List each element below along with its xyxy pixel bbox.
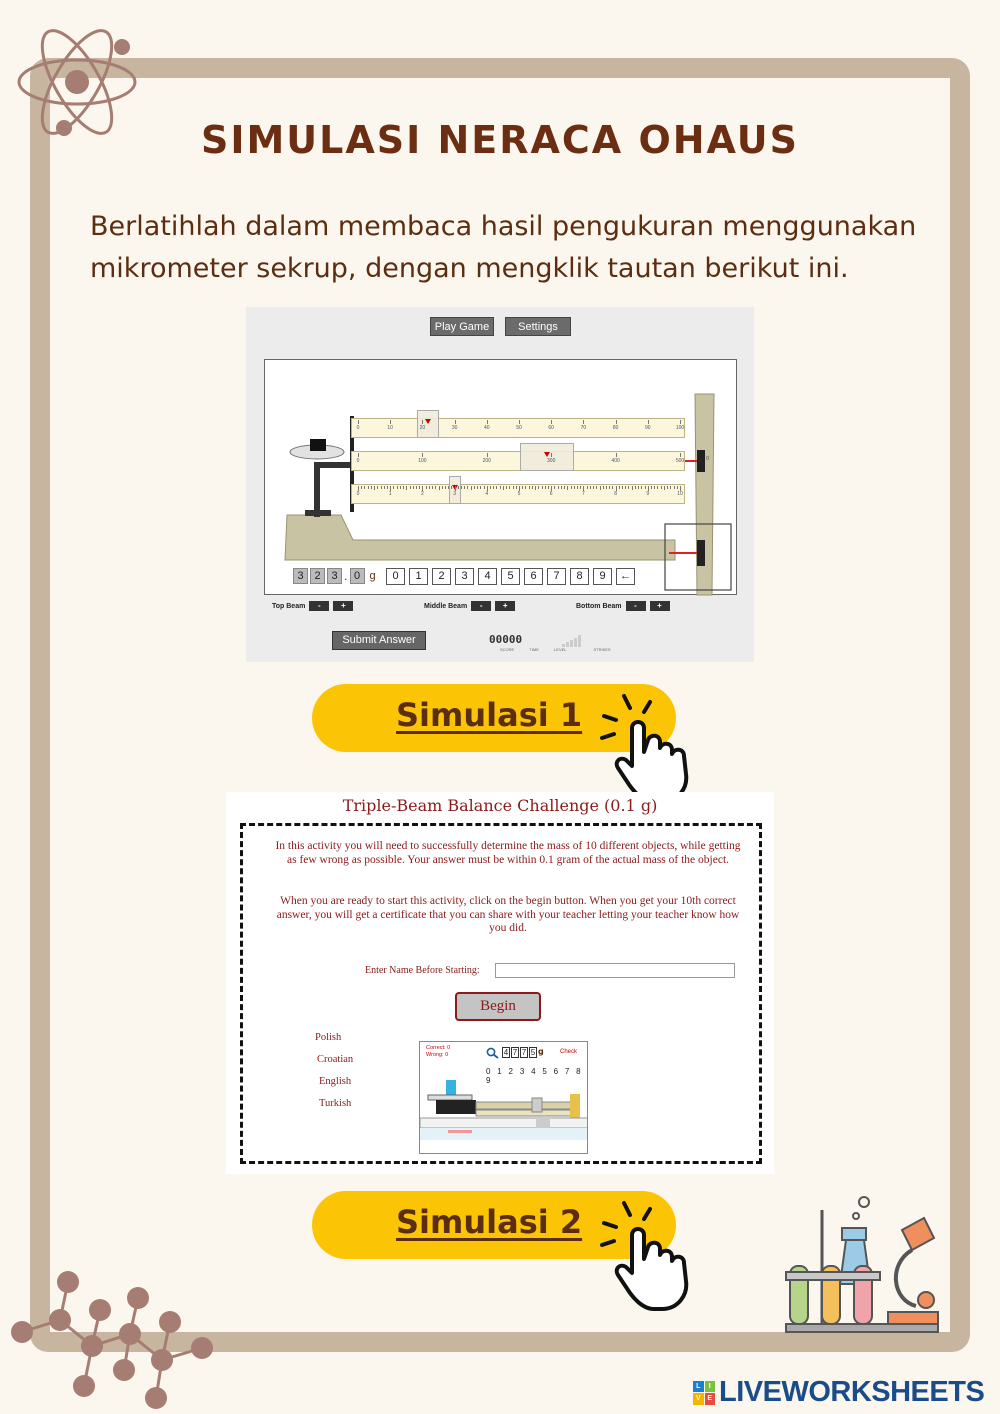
bottom-beam	[351, 484, 685, 504]
beam-minor-tick	[628, 486, 629, 489]
challenge-title: Triple-Beam Balance Challenge (0.1 g)	[342, 796, 658, 815]
beam-tick	[422, 420, 423, 424]
liveworksheets-logo	[693, 1376, 984, 1409]
beam-minor-tick	[612, 486, 613, 489]
beam-tick	[616, 420, 617, 424]
top-beam-plus-button[interactable]: +	[333, 601, 353, 611]
language-turkish[interactable]: Turkish	[319, 1098, 352, 1109]
beam-minor-tick	[603, 486, 604, 489]
beam-tick	[648, 420, 649, 424]
top-beam	[351, 418, 685, 438]
beam-minor-tick	[435, 486, 436, 489]
beam-minor-tick	[448, 486, 449, 489]
beam-minor-tick	[513, 486, 514, 489]
mini-correct: Correct: 0	[426, 1045, 451, 1051]
beam-tick	[358, 420, 359, 424]
beam-minor-tick	[397, 486, 398, 489]
beam-minor-tick	[509, 486, 510, 489]
beam-minor-tick	[474, 486, 475, 489]
beam-tick	[680, 420, 681, 424]
begin-button[interactable]: Begin	[455, 992, 541, 1021]
beam-minor-tick	[571, 486, 572, 489]
mini-digit: 7	[521, 1048, 527, 1057]
beam-tick-label: 300	[547, 458, 556, 464]
backspace-key[interactable]: ←	[616, 568, 635, 585]
simulasi-1-label[interactable]: Simulasi 1	[396, 696, 583, 734]
beam-tick	[616, 453, 617, 457]
beam-tick	[680, 486, 681, 490]
beam-minor-tick	[516, 486, 517, 489]
level-bars-icon	[562, 635, 584, 647]
beam-minor-tick	[374, 486, 375, 490]
beam-tick	[551, 486, 552, 490]
beam-tick	[390, 486, 391, 490]
beam-tick	[648, 486, 649, 490]
key-4[interactable]: 4	[478, 568, 497, 585]
beam-minor-tick	[619, 486, 620, 489]
beam-tick	[583, 420, 584, 424]
beam-tick	[616, 486, 617, 490]
beam-minor-tick	[493, 486, 494, 489]
beam-minor-tick	[387, 486, 388, 489]
key-3[interactable]: 3	[455, 568, 474, 585]
beam-minor-tick	[567, 486, 568, 490]
balance-body	[265, 360, 738, 596]
beam-tick-label: 1	[388, 491, 392, 497]
time-label: TIME	[529, 647, 539, 652]
beam-minor-tick	[664, 486, 665, 490]
key-0[interactable]: 0	[386, 568, 405, 585]
beam-minor-tick	[632, 486, 633, 490]
language-english[interactable]: English	[319, 1076, 352, 1087]
pointer-hand-icon	[596, 1197, 714, 1315]
score-display: 00000	[489, 633, 523, 646]
beam-tick	[358, 486, 359, 490]
settings-button[interactable]: Settings	[505, 317, 571, 336]
beam-minor-tick	[641, 486, 642, 489]
top-beam-rider[interactable]	[417, 410, 439, 438]
beam-tick	[422, 486, 423, 490]
beam-minor-tick	[548, 486, 549, 489]
beam-minor-tick	[674, 486, 675, 489]
beam-minor-tick	[525, 486, 526, 489]
beam-tick-label: 80	[612, 425, 619, 431]
mini-check-button: Check	[560, 1049, 578, 1055]
beam-minor-tick	[545, 486, 546, 489]
beam-minor-tick	[461, 486, 462, 489]
beam-minor-tick	[484, 486, 485, 489]
beam-minor-tick	[587, 486, 588, 489]
beam-minor-tick	[410, 486, 411, 489]
beam-minor-tick	[622, 486, 623, 489]
lab-equipment-icon	[784, 1188, 944, 1336]
readout-dot: .	[344, 569, 348, 583]
beam-tick	[422, 453, 423, 457]
beam-minor-tick	[574, 486, 575, 489]
beam-tick-label: 10	[387, 425, 393, 431]
simulasi-2-label[interactable]: Simulasi 2	[396, 1203, 583, 1241]
beam-minor-tick	[522, 486, 523, 489]
mini-wrong: Wrong: 0	[426, 1052, 449, 1058]
beam-minor-tick	[419, 486, 420, 489]
beam-minor-tick	[529, 486, 530, 489]
page-title: SIMULASI NERACA OHAUS	[200, 118, 800, 162]
beam-tick-label: 200	[482, 458, 491, 464]
beam-minor-tick	[558, 486, 559, 489]
middle-beam-plus-button[interactable]: +	[495, 601, 515, 611]
mini-score	[426, 1045, 450, 1059]
beam-tick-label: 4	[485, 491, 489, 497]
beam-minor-tick	[480, 486, 481, 489]
beam-tick-label: 100	[418, 458, 427, 464]
beam-minor-tick	[477, 486, 478, 489]
beam-minor-tick	[393, 486, 394, 489]
mini-digit: 5	[530, 1048, 536, 1057]
mini-digit: 4	[503, 1048, 509, 1057]
beam-minor-tick	[400, 486, 401, 489]
liveworksheets-icon: L I V E	[693, 1381, 715, 1405]
beam-minor-tick	[503, 486, 504, 490]
beam-minor-tick	[506, 486, 507, 489]
bottom-beam-plus-button[interactable]: +	[650, 601, 670, 611]
beam-minor-tick	[606, 486, 607, 489]
key-9[interactable]: 9	[593, 568, 612, 585]
middle-beam-label: Middle Beam	[424, 602, 468, 610]
beam-minor-tick	[432, 486, 433, 489]
challenge-start-info: When you are ready to start this activity, click on the begin button. When you get your 10th correct answer, you will get a certificate that you can share with your teacher letting your teacher know how you did.	[276, 895, 740, 934]
beam-tick	[487, 486, 488, 490]
readout-digit: 3	[327, 568, 342, 584]
beam-minor-tick	[580, 486, 581, 489]
beam-minor-tick	[368, 486, 369, 489]
beam-minor-tick	[677, 486, 678, 489]
keypad	[386, 568, 635, 585]
beam-tick-label: 30	[451, 425, 458, 431]
beam-minor-tick	[381, 486, 382, 489]
beam-tick	[487, 453, 488, 457]
top-beam-controls	[272, 601, 353, 611]
beam-minor-tick	[657, 486, 658, 489]
beam-tick-label: 8	[614, 491, 617, 497]
beam-minor-tick	[538, 486, 539, 489]
beam-minor-tick	[577, 486, 578, 489]
beam-tick-label: 6	[549, 491, 553, 497]
score-labels	[500, 647, 611, 652]
middle-beam-rider[interactable]	[520, 443, 574, 471]
beam-minor-tick	[361, 486, 362, 489]
beam-tick-label: 10	[677, 491, 683, 497]
key-6[interactable]: 6	[524, 568, 543, 585]
readout-unit: g	[369, 570, 376, 582]
balance-area	[264, 359, 737, 595]
beam-minor-tick	[445, 486, 446, 489]
beam-tick	[390, 420, 391, 424]
beam-tick	[519, 420, 520, 424]
beam-minor-tick	[467, 486, 468, 489]
beam-minor-tick	[490, 486, 491, 489]
beam-minor-tick	[442, 486, 443, 489]
top-beam-minus-button[interactable]: -	[309, 601, 329, 611]
name-input[interactable]	[495, 963, 735, 978]
beam-tick	[358, 453, 359, 457]
bottom-beam-label: Bottom Beam	[576, 602, 622, 610]
beam-tick-label: 2	[421, 491, 424, 497]
beam-minor-tick	[564, 486, 565, 489]
beam-minor-tick	[600, 486, 601, 490]
beam-minor-tick	[596, 486, 597, 489]
beam-minor-tick	[416, 486, 417, 489]
beam-tick-label: 7	[582, 491, 585, 497]
beam-minor-tick	[377, 486, 378, 489]
bottom-beam-controls	[576, 601, 670, 611]
mini-readout	[502, 1047, 544, 1058]
beam-minor-tick	[458, 486, 459, 489]
beam-minor-tick	[625, 486, 626, 489]
pointer-hand-icon	[596, 690, 714, 808]
play-game-button[interactable]: Play Game	[430, 317, 494, 336]
beam-tick	[455, 486, 456, 490]
beam-minor-tick	[561, 486, 562, 489]
readout-digit: 3	[293, 568, 308, 584]
beam-minor-tick	[638, 486, 639, 489]
beam-tick	[680, 453, 681, 457]
beam-minor-tick	[635, 486, 636, 489]
beam-minor-tick	[403, 486, 404, 489]
beam-minor-tick	[654, 486, 655, 489]
middle-beam-minus-button[interactable]: -	[471, 601, 491, 611]
beam-tick	[519, 486, 520, 490]
key-8[interactable]: 8	[570, 568, 589, 585]
simulation-2-screenshot[interactable]	[226, 792, 774, 1174]
beam-tick-label: 5	[517, 491, 521, 497]
key-7[interactable]: 7	[547, 568, 566, 585]
key-5[interactable]: 5	[501, 568, 520, 585]
beam-minor-tick	[667, 486, 668, 489]
liveworksheets-text: LIVEWORKSHEETS	[719, 1376, 985, 1408]
beam-tick-label: 20	[419, 425, 426, 431]
beam-minor-tick	[471, 486, 472, 490]
magnifier-icon	[486, 1047, 499, 1059]
beam-tick-label: 500	[675, 458, 685, 464]
beam-tick	[487, 420, 488, 424]
beam-minor-tick	[371, 486, 372, 489]
bottom-beam-minus-button[interactable]: -	[626, 601, 646, 611]
beam-minor-tick	[496, 486, 497, 489]
beam-minor-tick	[590, 486, 591, 489]
beam-tick-label: 0	[356, 491, 360, 497]
beam-minor-tick	[384, 486, 385, 489]
key-1[interactable]: 1	[409, 568, 428, 585]
beam-minor-tick	[413, 486, 414, 489]
beam-tick-label: 70	[580, 425, 587, 431]
key-2[interactable]: 2	[432, 568, 451, 585]
beam-tick	[551, 420, 552, 424]
beam-tick	[583, 486, 584, 490]
top-beam-label: Top Beam	[272, 602, 306, 610]
beam-tick-label: 40	[484, 425, 490, 431]
mini-balance-preview	[419, 1041, 588, 1154]
beam-tick	[455, 420, 456, 424]
middle-beam	[351, 451, 685, 471]
beam-minor-tick	[429, 486, 430, 489]
beam-minor-tick	[451, 486, 452, 489]
challenge-instructions: In this activity you will need to successfully determine the mass of 10 different objects, while getting as few wrong as possible. Your answer must be within 0.1 gram of the actual mass of the object.	[275, 840, 741, 866]
beam-tick-label: 400	[611, 458, 620, 464]
beam-minor-tick	[645, 486, 646, 489]
mini-number-keys: 0 1 2 3 4 5 6 7 8 9	[486, 1067, 583, 1085]
beam-minor-tick	[464, 486, 465, 489]
beam-minor-tick	[609, 486, 610, 489]
mini-balance-drawing	[420, 1078, 588, 1154]
beam-tick-label: 90	[645, 425, 651, 431]
beam-minor-tick	[532, 486, 533, 489]
beam-minor-tick	[500, 486, 501, 489]
beam-minor-tick	[426, 486, 427, 489]
mass-readout	[293, 568, 376, 584]
beam-minor-tick	[364, 486, 365, 489]
challenge-panel	[240, 823, 762, 1164]
beam-minor-tick	[670, 486, 671, 489]
beam-minor-tick	[542, 486, 543, 489]
beam-minor-tick	[661, 486, 662, 489]
beam-tick-label: 50	[516, 425, 522, 431]
name-label: Enter Name Before Starting:	[365, 965, 480, 976]
level-label: LEVEL	[554, 647, 567, 652]
beam-tick-label: 0	[356, 458, 360, 464]
submit-answer-button[interactable]: Submit Answer	[332, 631, 426, 650]
beam-tick-label: 9	[646, 491, 650, 497]
middle-beam-controls	[424, 601, 515, 611]
score-label: SCORE	[500, 647, 515, 652]
beam-tick-label: 100	[675, 425, 685, 431]
readout-digit: 0	[350, 568, 365, 584]
strikes-label: STRIKES	[593, 647, 611, 652]
intro-text: Berlatihlah dalam membaca hasil pengukuran menggunakan mikrometer sekrup, dengan mengklik tautan berikut ini.	[90, 211, 917, 284]
beam-minor-tick	[535, 486, 536, 490]
beam-minor-tick	[554, 486, 555, 489]
beam-minor-tick	[406, 486, 407, 490]
mini-digit: 7	[512, 1048, 518, 1057]
readout-digit: 2	[310, 568, 325, 584]
language-croatian[interactable]: Croatian	[317, 1054, 354, 1065]
simulation-1-screenshot[interactable]	[246, 307, 754, 662]
language-polish[interactable]: Polish	[315, 1032, 342, 1043]
beam-minor-tick	[651, 486, 652, 489]
beam-tick-label: 0	[356, 425, 360, 431]
beam-tick	[551, 453, 552, 457]
beam-tick-label: 3	[453, 491, 456, 497]
zero-mark: 0	[706, 456, 710, 462]
molecule-icon	[0, 1266, 230, 1414]
beam-tick-label: 60	[548, 425, 554, 431]
beam-minor-tick	[593, 486, 594, 489]
mini-unit: g	[538, 1047, 544, 1056]
beam-minor-tick	[439, 486, 440, 490]
